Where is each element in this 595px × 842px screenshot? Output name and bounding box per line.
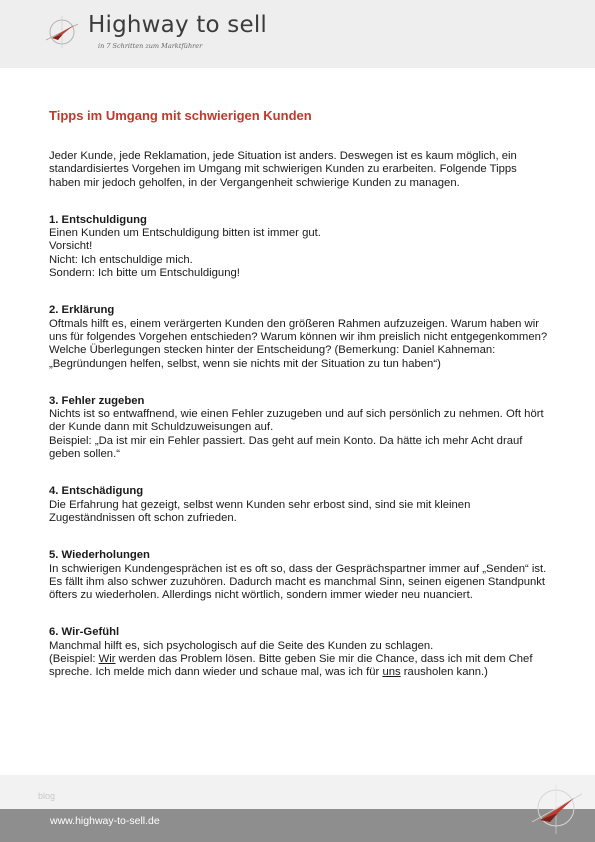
section-title: 1. Entschuldigung (49, 213, 147, 226)
footer-blog-label: blog (38, 791, 56, 801)
compass-logo-icon (44, 14, 80, 50)
section-wir-gefuehl (49, 626, 549, 679)
example-underlined-word: Wir (98, 653, 116, 666)
section-title: 2. Erklärung (49, 304, 115, 317)
document-title: Tipps im Umgang mit schwierigen Kunden (49, 108, 312, 123)
section-text: Oftmals hilft es, einem verärgerten Kunden den größeren Rahmen aufzuzeigen. Warum haben wir uns für folgendes Vorgehen entschieden? Warum können wir ihm preislich nicht entgegenkommen? Welche Überlegungen stecken hinter der Entscheidung? (Bemerkung: Daniel Kahneman: „Begründungen helfen, selbst, wenn sie nichts mit der Situation zu tun haben“) (49, 317, 548, 370)
document-body (49, 150, 549, 704)
section-example: Beispiel: „Da ist mir ein Fehler passiert. Das geht auf mein Konto. Da hätte ich mehr Acht drauf geben sollen.“ (49, 434, 523, 461)
section-example (49, 653, 549, 680)
example-underlined-word: uns (382, 666, 401, 679)
section-title: 6. Wir-Gefühl (49, 626, 120, 639)
section-line: Nicht: Ich entschuldige mich. (49, 253, 193, 266)
section-line: Sondern: Ich bitte um Entschuldigung! (49, 267, 240, 280)
intro-paragraph: Jeder Kunde, jede Reklamation, jede Situation ist anders. Deswegen ist es kaum möglich, ein standardisiertes Vorgehen im Umgang mit schwierigen Kunden zu erarbeiten. Folgende Tipps haben mir jedoch geholfen, in der Vergangenheit schwierige Kunden zu managen. (49, 150, 517, 189)
section-fehler-zugeben (49, 395, 549, 461)
section-title: 4. Entschädigung (49, 485, 144, 498)
section-line: Einen Kunden um Entschuldigung bitten ist immer gut. (49, 227, 321, 240)
example-text: werden das Problem lösen. Bitte geben Sie mir die Chance, dass ich mit dem Chef spreche. Ich melde mich dann wieder und schaue mal, was ich für (49, 653, 533, 679)
section-entschuldigung (49, 214, 549, 280)
section-text: Die Erfahrung hat gezeigt, selbst wenn Kunden sehr erbost sind, sind sie mit kleinen Zugeständnissen oft schon zufrieden. (49, 498, 471, 524)
footer-band (0, 775, 595, 809)
section-title: 3. Fehler zugeben (49, 394, 145, 407)
logo-title: Highway to sell (88, 12, 268, 38)
compass-watermark-icon (528, 780, 584, 836)
logo-tagline: in 7 Schritten zum Marktführer (98, 42, 203, 50)
example-text: (Beispiel: (49, 653, 99, 666)
section-erklaerung (49, 304, 549, 370)
section-line: Vorsicht! (49, 240, 93, 253)
section-text: Manchmal hilft es, sich psychologisch auf die Seite des Kunden zu schlagen. (49, 639, 434, 652)
section-text: Nichts ist so entwaffnend, wie einen Fehler zuzugeben und auf sich persönlich zu nehmen. Oft hört der Kunde dann mit Schuldzuweisungen auf. (49, 408, 544, 434)
section-wiederholungen (49, 549, 549, 602)
section-text: In schwierigen Kundengesprächen ist es oft so, dass der Gesprächspartner immer auf „Senden“ ist. Es fällt ihm also schwer zuzuhören. Dadurch macht es manchmal Sinn, seinen eigenen Standpunkt öfters zu wiederholen. Allerdings nicht wörtlich, sondern immer wieder neu nuanciert. (49, 562, 547, 602)
footer-url-link[interactable]: www.highway-to-sell.de (50, 815, 160, 827)
example-text: rausholen kann.) (400, 666, 488, 679)
section-title: 5. Wiederholungen (49, 549, 150, 562)
section-entschaedigung (49, 485, 549, 525)
